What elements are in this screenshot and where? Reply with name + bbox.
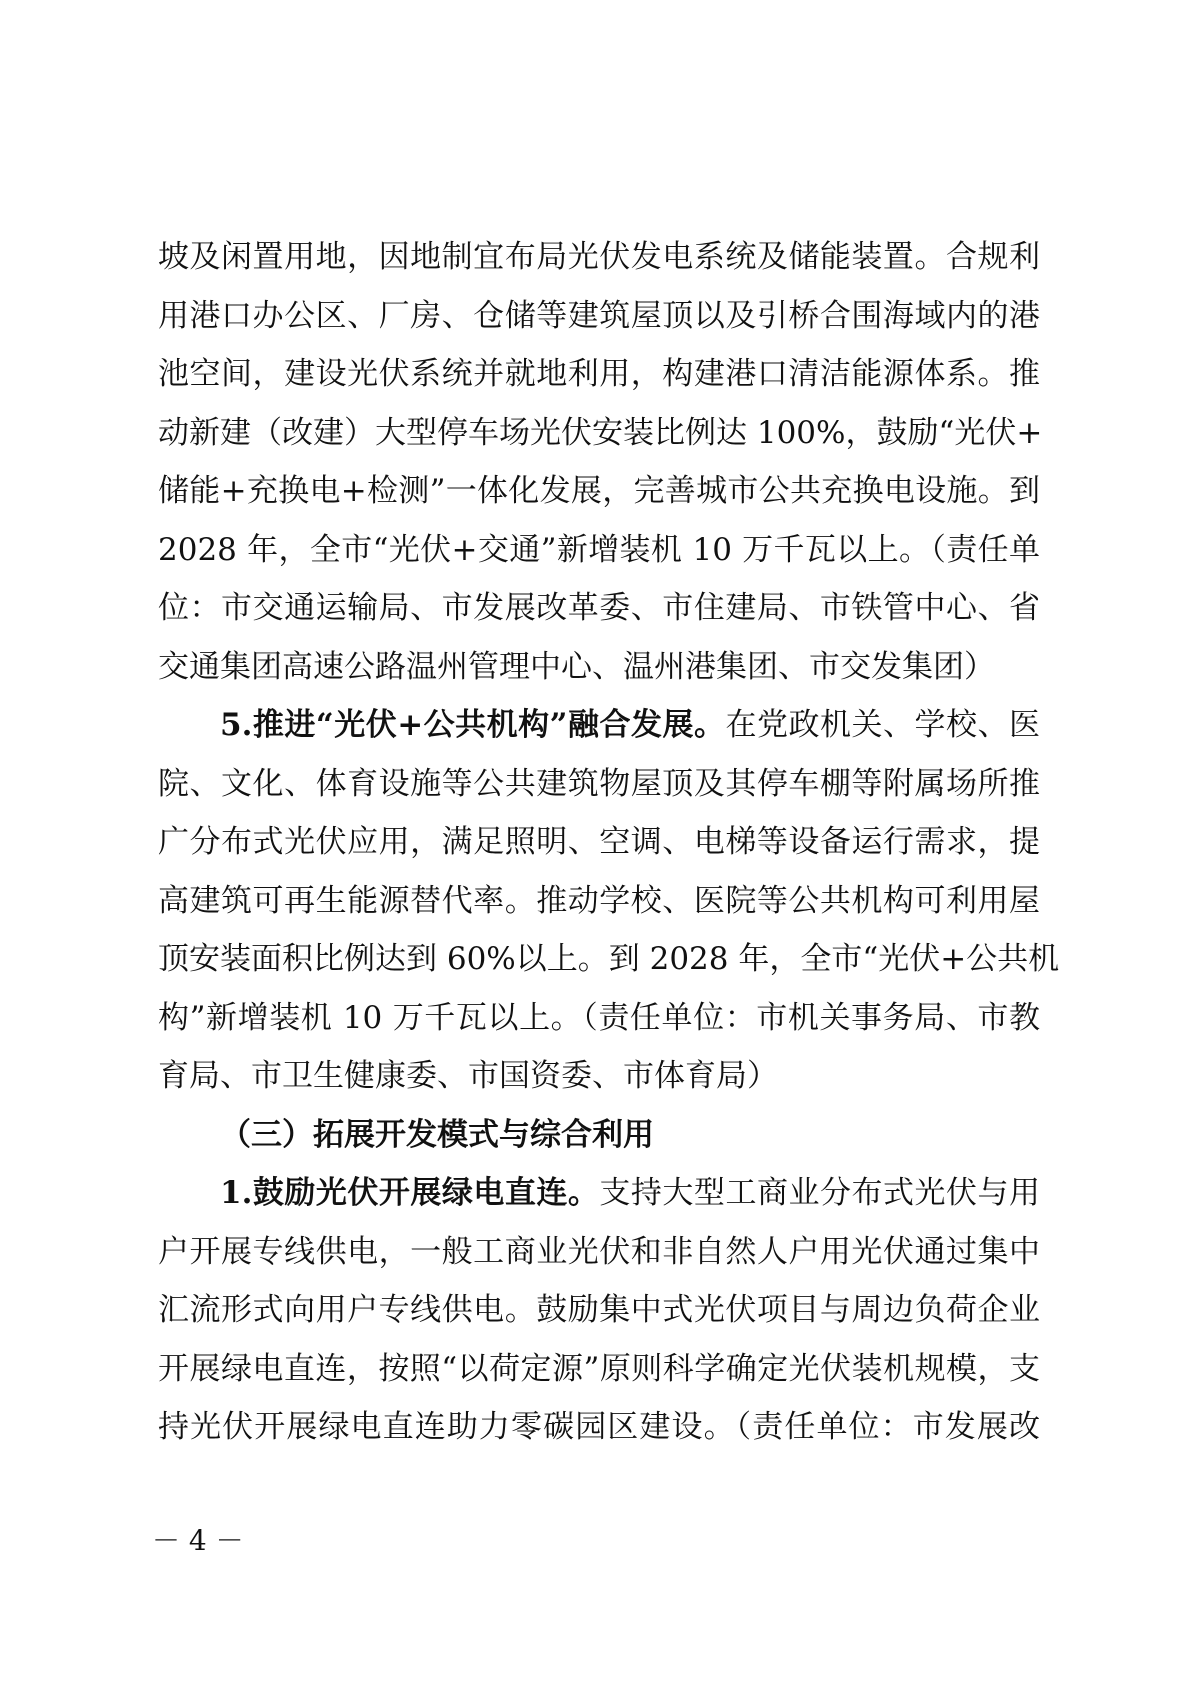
section-5-first-line [158, 696, 1040, 755]
paragraph-line: 高建筑可再生能源替代率。推动学校、医院等公共机构可利用屋 [158, 882, 1040, 919]
section-1-first-line [158, 1164, 1040, 1223]
paragraph-line: 汇流形式向用户专线供电。鼓励集中式光伏项目与周边负荷企业 [158, 1292, 1040, 1328]
section-5-text: 在党政机关、学校、医 [725, 707, 1040, 743]
page-number: － 4 － [152, 1524, 244, 1557]
paragraph-line: 池空间，建设光伏系统并就地利用，构建港口清洁能源体系。推 [158, 356, 1040, 392]
paragraph-line: 交通集团高速公路温州管理中心、温州港集团、市交发集团） [158, 648, 995, 685]
paragraph-line: 储能+充换电+检测”一体化发展，完善城市公共充换电设施。到 [158, 473, 1040, 509]
paragraph-line: 构”新增装机 10 万千瓦以上。（责任单位：市机关事务局、市教 [158, 999, 1040, 1036]
document-body [158, 228, 1060, 1457]
paragraph-line: 用港口办公区、厂房、仓储等建筑屋顶以及引桥合围海域内的港 [158, 297, 1040, 334]
paragraph-line: 坡及闲置用地，因地制宜布局光伏发电系统及储能装置。合规利 [158, 239, 1040, 275]
paragraph-line: 2028 年，全市“光伏+交通”新增装机 10 万千瓦以上。（责任单 [158, 531, 1040, 568]
paragraph-line: 持光伏开展绿电直连助力零碳园区建设。（责任单位：市发展改 [158, 1409, 1040, 1445]
paragraph-line: 广分布式光伏应用，满足照明、空调、电梯等设备运行需求，提 [158, 824, 1040, 860]
section-1-text: 支持大型工商业分布式光伏与用 [599, 1175, 1040, 1211]
paragraph-line: 顶安装面积比例达到 60%以上。到 2028 年，全市“光伏+公共机 [158, 941, 1060, 977]
paragraph-line: 院、文化、体育设施等公共建筑物屋顶及其停车棚等附属场所推 [158, 765, 1040, 802]
paragraph-line: 户开展专线供电，一般工商业光伏和非自然人户用光伏通过集中 [158, 1233, 1040, 1270]
paragraph-line: 动新建（改建）大型停车场光伏安装比例达 100%，鼓励“光伏+ [158, 414, 1043, 451]
paragraph-line: 开展绿电直连，按照“以荷定源”原则科学确定光伏装机规模，支 [158, 1350, 1040, 1387]
section-1-title: 1.鼓励光伏开展绿电直连。 [220, 1175, 600, 1211]
section-heading: （三）拓展开发模式与综合利用 [220, 1116, 654, 1153]
paragraph-line: 位：市交通运输局、市发展改革委、市住建局、市铁管中心、省 [158, 590, 1040, 626]
paragraph-line: 育局、市卫生健康委、市国资委、市体育局） [158, 1058, 778, 1094]
section-5-title: 5.推进“光伏+公共机构”融合发展。 [220, 707, 726, 743]
